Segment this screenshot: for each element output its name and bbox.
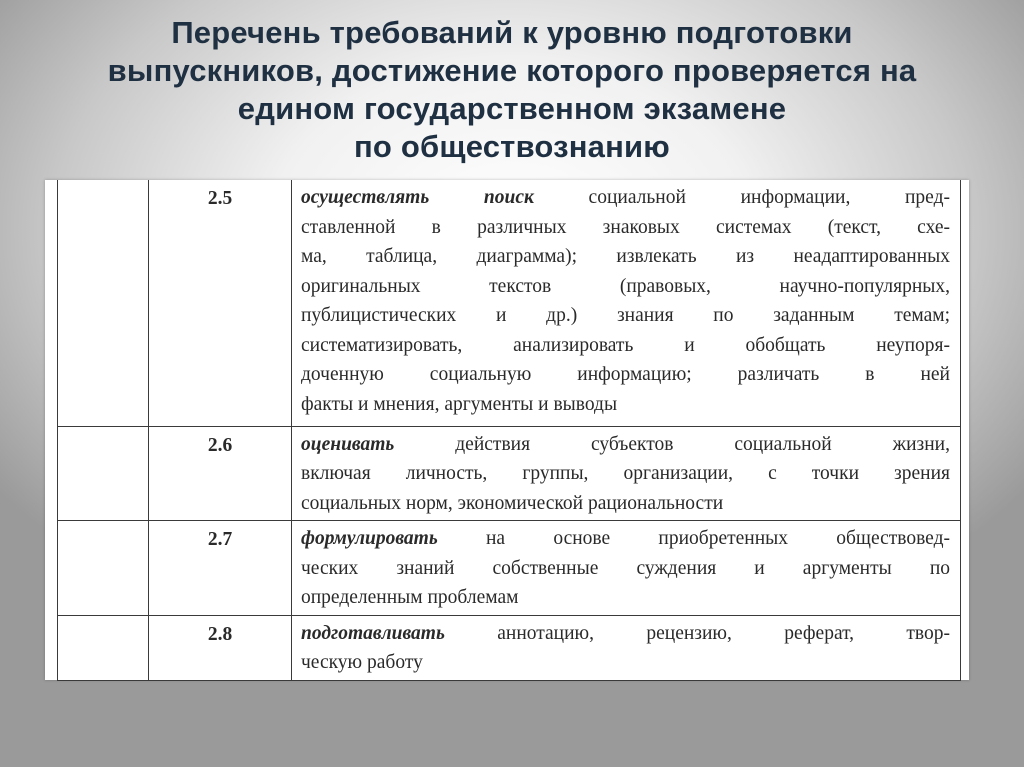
table-row [58,521,961,616]
description-text: на основе приобретенных обществовед- [437,528,950,549]
table-row [58,426,961,521]
document-scan [45,180,969,680]
title-line: Перечень требований к уровню подготовки [171,15,853,50]
requirement-description [292,426,961,521]
title-line: выпускников, достижение которого проверяется на [107,53,917,88]
description-line [301,183,950,213]
description-line: публицистических и др.) знания по заданным темам; [301,305,950,326]
description-line: доченную социальную информацию; различать в ней [301,364,950,385]
title-line: едином государственном экзамене [237,91,787,126]
empty-cell [58,615,149,680]
description-line: определенным проблемам [301,587,519,608]
table-row [58,615,961,680]
requirement-keyword: подготавливать [301,622,445,644]
description-line: ма, таблица, диаграмма); извлекать из неадаптированных [301,246,950,267]
description-text: социальной информации, пред- [533,187,950,208]
description-line: ставленной в различных знаковых системах (текст, схе- [301,216,950,238]
requirement-description [292,521,961,616]
description-line: включая личность, группы, организации, с точки зрения [301,463,950,484]
empty-cell [58,521,149,616]
slide-title [40,14,984,166]
description-line: систематизировать, анализировать и обобщать неупоря- [301,334,950,356]
requirement-keyword: формулировать [301,528,438,549]
requirement-code: 2.6 [149,426,292,521]
requirement-description [292,180,961,426]
description-line: социальных норм, экономической рациональности [301,492,724,514]
description-line [301,430,950,460]
requirement-keyword: осуществлять поиск [301,187,534,208]
description-line [301,524,950,554]
description-text: аннотацию, рецензию, реферат, твор- [444,622,950,644]
requirement-description [292,615,961,680]
description-text: действия субъектов социальной жизни, [394,433,950,455]
table-row [58,180,961,426]
description-line [301,619,950,649]
description-line: оригинальных текстов (правовых, научно-популярных, [301,275,950,297]
description-line: факты и мнения, аргументы и выводы [301,393,618,415]
description-line: ческую работу [301,652,423,673]
requirements-table [57,180,961,681]
requirement-keyword: оценивать [301,433,395,455]
description-line: ческих знаний собственные суждения и аргументы по [301,557,950,579]
requirement-code: 2.5 [149,180,292,426]
requirement-code: 2.7 [149,521,292,616]
empty-cell [58,426,149,521]
title-line: по обществознанию [354,129,670,164]
requirement-code: 2.8 [149,615,292,680]
empty-cell [58,180,149,426]
